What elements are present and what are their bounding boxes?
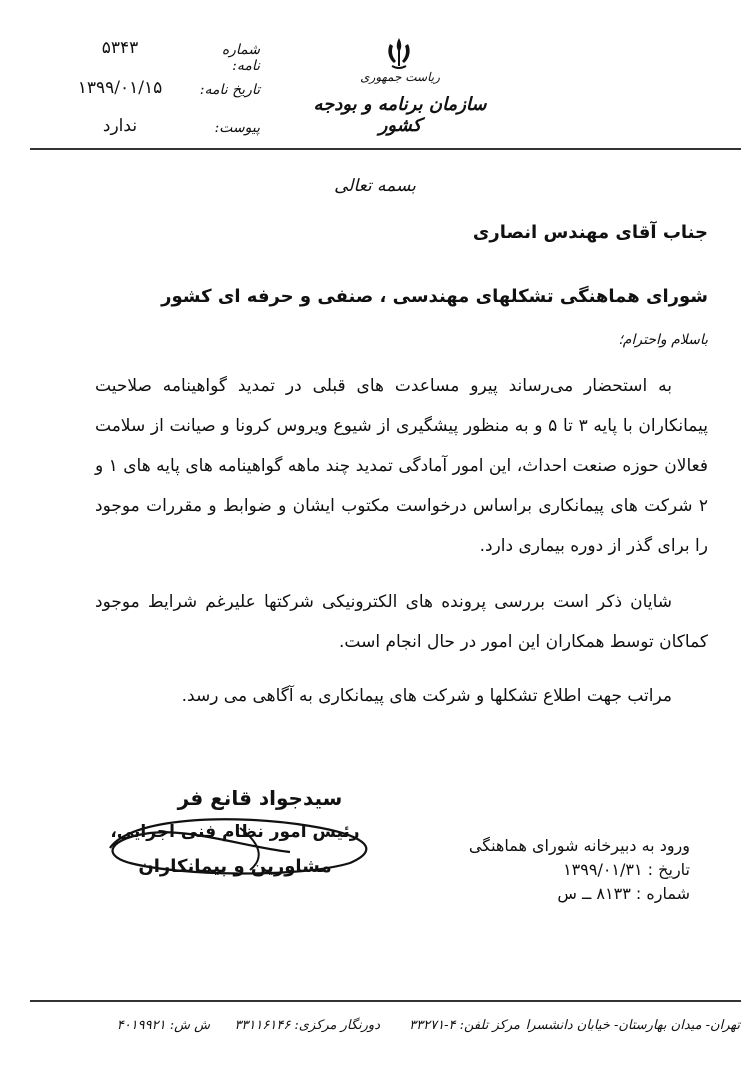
handwritten-signature-icon bbox=[90, 808, 390, 878]
header-divider bbox=[30, 148, 741, 150]
org-parent-name: ریاست جمهوری bbox=[360, 70, 440, 84]
org-name: سازمان برنامه و بودجه کشور bbox=[313, 94, 487, 136]
recipient-council: شورای هماهنگی تشکلهای مهندسی ، صنفی و حرفه ای کشور bbox=[161, 286, 708, 307]
signer-title-line1: رئیس امور نظام فنی اجرایی، bbox=[110, 822, 360, 842]
signer-name: سیدجواد قانع فر bbox=[177, 786, 343, 810]
footer-fax: دورنگار مرکزی: ۳۳۱۱۶۱۴۶ bbox=[234, 1018, 380, 1033]
greeting: باسلام واحترام؛ bbox=[618, 332, 708, 348]
attachment-value: ندارد bbox=[102, 116, 138, 136]
recipient-name: جناب آقای مهندس انصاری bbox=[472, 222, 708, 243]
footer-address: تهران- میدان بهارستان- خیابان دانشسرا bbox=[525, 1018, 740, 1033]
body-paragraph-2: شایان ذکر است بررسی پرونده های الکترونیکی شرکتها علیرغم شرایط موجود کماکان توسط همکاران این امور در حال انجام است. bbox=[95, 592, 708, 652]
invocation: بسمه تعالی bbox=[334, 176, 416, 196]
letter-date-value: ۱۳۹۹/۰۱/۱۵ bbox=[77, 78, 163, 98]
footer-divider bbox=[30, 1000, 741, 1002]
body-paragraph-1: به استحضار می‌رساند پیرو مساعدت های قبلی در تمدید گواهینامه صلاحیت پیمانکاران با پایه ۳ تا ۵ و به منظور پیشگیری از شیوع ویروس کرونا و صیانت از سلامت فعالان حوزه صنعت احداث، این امور آمادگی تمدید چند ماهه گواهینامه های پایه های ۱ و ۲ شرکت های پیمانکاری براساس درخواست مکتوب ایشان و ضوابط و مقررات موجود را برای گذر از دوره بیماری دارد. bbox=[95, 376, 708, 556]
footer-phone: مرکز تلفن: ۴-۳۳۲۷۱ bbox=[409, 1018, 520, 1033]
receipt-line-1: ورود به دبیرخانه شورای هماهنگی bbox=[468, 836, 690, 855]
org-header bbox=[300, 36, 500, 136]
letter-number-value: ۵۳۴۳ bbox=[101, 38, 139, 58]
iran-emblem-icon bbox=[384, 36, 414, 70]
letter-number-label: شماره نامه: bbox=[221, 42, 260, 74]
body-paragraph-3: مراتب جهت اطلاع تشکلها و شرکت های پیمانکاری به آگاهی می رسد. bbox=[181, 686, 672, 706]
letter-date-label: تاریخ نامه: bbox=[199, 82, 260, 98]
receipt-line-3: شماره : ۸۱۳۳ ــ س bbox=[557, 884, 690, 903]
attachment-label: پیوست: bbox=[214, 120, 260, 136]
signer-title-line2: مشاورین و پیمانکاران bbox=[138, 856, 332, 877]
receipt-line-2: تاریخ : ۱۳۹۹/۰۱/۳۱ bbox=[563, 860, 690, 879]
footer-postal: ش ش: ۴۰۱۹۹۲۱ bbox=[116, 1018, 210, 1033]
